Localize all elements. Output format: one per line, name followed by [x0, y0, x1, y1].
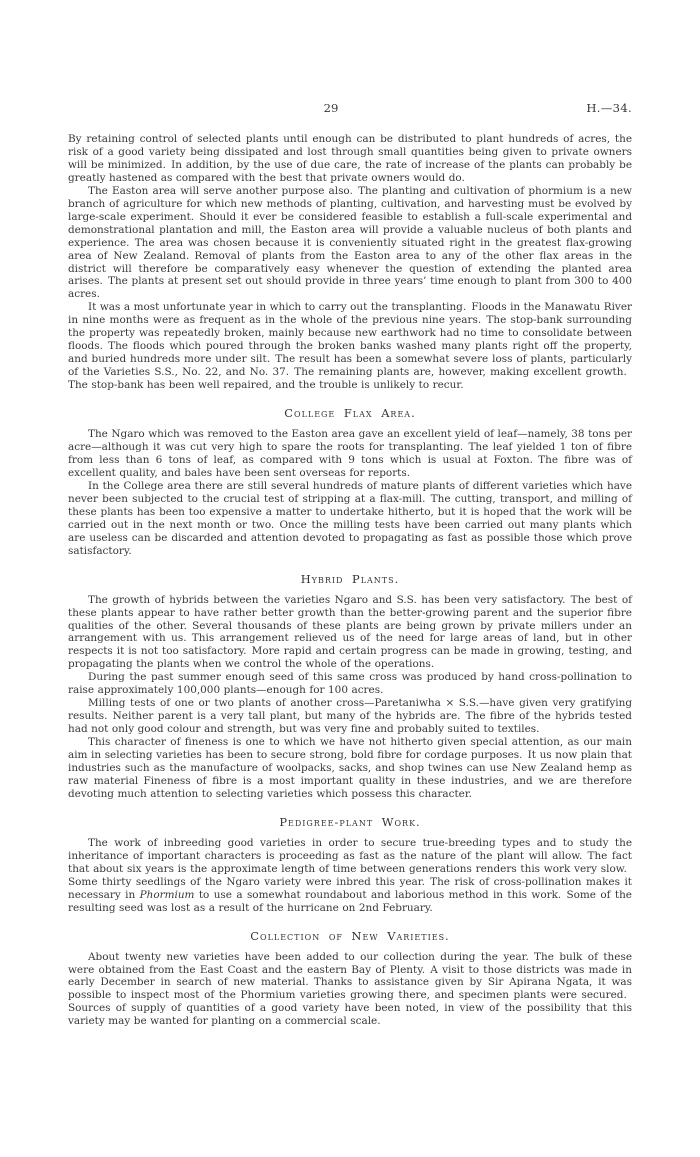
paragraph [68, 185, 632, 302]
paragraph [68, 736, 632, 801]
paragraph [68, 697, 632, 736]
page-header [68, 101, 632, 116]
section-heading-pedigree-plant-work: Pedigree-plant Work. [279, 814, 421, 829]
paragraph [68, 594, 632, 672]
paragraph [68, 428, 632, 480]
section-heading-college-flax-area: College Flax Area. [284, 406, 416, 421]
section-collection-of-new-varieties [68, 929, 632, 1029]
paragraph [68, 133, 632, 185]
section-college-flax-area [68, 406, 632, 558]
paragraph [68, 480, 632, 558]
italic-text-run: Phormium [139, 888, 195, 901]
paragraph [68, 301, 632, 392]
page-number: 29 [323, 101, 339, 115]
text-run: The work of inbreeding good varieties in order to secure true-breeding types and to study the inheritance of important characters is proceeding as fast as the nature of the plant will allow. The fact that about six years is the approximate length of time between generations renders this work very slow. Some thirty seedlings of the Ngaro variety were inbred this year. The risk of cross-pollination makes it necessary in [68, 836, 632, 901]
section-hybrid-plants [68, 572, 632, 801]
text-run: Milling tests of one or two plants of another cross—Paretaniwha × S.S.—have given very gratifying results. Neither parent is a very tall plant, but many of the hybrids are. The fibre of the hybrids tested had not only good colour and strength, but was very fine and probably suited to textiles. [68, 697, 632, 736]
text-run: It was a most unfortunate year in which to carry out the transplanting. Floods in the Manawatu River in nine months were as frequent as in the whole of the previous nine years. The stop-bank surrounding the property was repeatedly broken, mainly because new earthwork had no time to consolidate between floods. The floods which poured through the broken banks washed many plants right off the property, and buried hundreds more under silt. The result has been a somewhat severe loss of plants, particularly of the Varieties S.S., No. 22, and No. 37. The remaining plants are, however, making excellent growth. The stop-bank has been well repaired, and the trouble is unlikely to recur. [68, 301, 632, 392]
text-run: The Ngaro which was removed to the Easton area gave an excellent yield of leaf—namely, 38 tons per acre—although it was cut very high to spare the roots for transplanting. The leaf yielded 1 ton of fibre from less than 6 tons of leaf, as compared with 9 tons which is usual at Foxton. The fibre was of excellent quality, and bales have been sent overseas for reports. [68, 428, 632, 479]
section-heading-hybrid-plants: Hybrid Plants. [300, 571, 400, 586]
text-run: About twenty new varieties have been added to our collection during the year. The bulk of these were obtained from the East Coast and the eastern Bay of Plenty. A visit to those districts was made in early December in search of new material. Thanks to assistance given by Sir Apirana Ngata, it was possible to inspect most of the Phormium varieties growing there, and specimen plants were secured. Sources of supply of quantities of a good variety have been noted, in view of the possibility that this variety may be wanted for planting on a commercial scale. [68, 950, 632, 1028]
text-run: The growth of hybrids between the varieties Ngaro and S.S. has been very satisfactory. The best of these plants appear to have rather better growth than the better-growing parent and the superior fibre qualities of the other. Several thousands of these plants are being grown by private millers under an arrangement with us. This arrangement relieved us of the need for large areas of land, but in other respects it is not too satisfactory. More rapid and certain progress can be made in growing, testing, and propagating the plants when we control the whole of the operations. [68, 593, 632, 671]
paragraph [68, 837, 632, 915]
text-run: By retaining control of selected plants until enough can be distributed to plant hundreds of acres, the risk of a good variety being dissipated and lost through small quantities being given to private owners will be minimized. In addition, by the use of due care, the rate of increase of the plants can probably be greatly hastened as compared with the best that private owners would do. [68, 133, 632, 184]
paragraph [68, 951, 632, 1029]
section-intro [68, 133, 632, 392]
text-run: This character of fineness is one to which we have not hitherto given special attention, as our main aim in selecting varieties has been to secure strong, bold fibre for cordage purposes. It us now plain that industries such as the manufacture of woolpacks, sacks, and shop twines can use New Zealand hemp as raw material Fineness of fibre is a most important quality in these industries, and we are therefore devoting much attention to selecting varieties which possess this character. [68, 736, 632, 800]
text-run: to use a somewhat roundabout and laborious method in this work. Some of the resulting seed was lost as a result of the hurricane on 2nd February. [68, 888, 632, 914]
section-heading-collection-of-new-varieties: Collection of New Varieties. [250, 928, 450, 943]
text-run: In the College area there are still several hundreds of mature plants of different varieties which have never been subjected to the crucial test of stripping at a flax-mill. The cutting, transport, and milling of these plants has been too expensive a matter to undertake hitherto, but it is hoped that the work will be carried out in the next month or two. Once the milling tests have been carried out many plants which are useless can be discarded and attention devoted to propagating as fast as possible those which prove satisfactory. [68, 479, 632, 557]
paragraph [68, 671, 632, 697]
document-reference: H.—34. [586, 101, 632, 115]
section-pedigree-plant-work [68, 815, 632, 915]
text-run: The Easton area will serve another purpose also. The planting and cultivation of phormium is a new branch of agriculture for which new methods of planting, cultivation, and harvesting must be evolved by large-scale experiment. Should it ever be considered feasible to establish a full-scale experimental and demonstrational plantation and mill, the Easton area will provide a valuable nucleus of both plants and experience. The area was chosen because it is conveniently situated right in the greatest flax-growing area of New Zealand. Removal of plants from the Easton area to any of the other flax areas in the district will therefore be comparatively easy whenever the question of extending the planted area arises. The plants at present set out should provide in three years’ time enough to plant from 300 to 400 acres. [68, 184, 632, 301]
document-body [68, 133, 632, 1028]
text-run: During the past summer enough seed of this same cross was produced by hand cross-pollination to raise approximately 100,000 plants—enough for 100 acres. [68, 671, 632, 697]
